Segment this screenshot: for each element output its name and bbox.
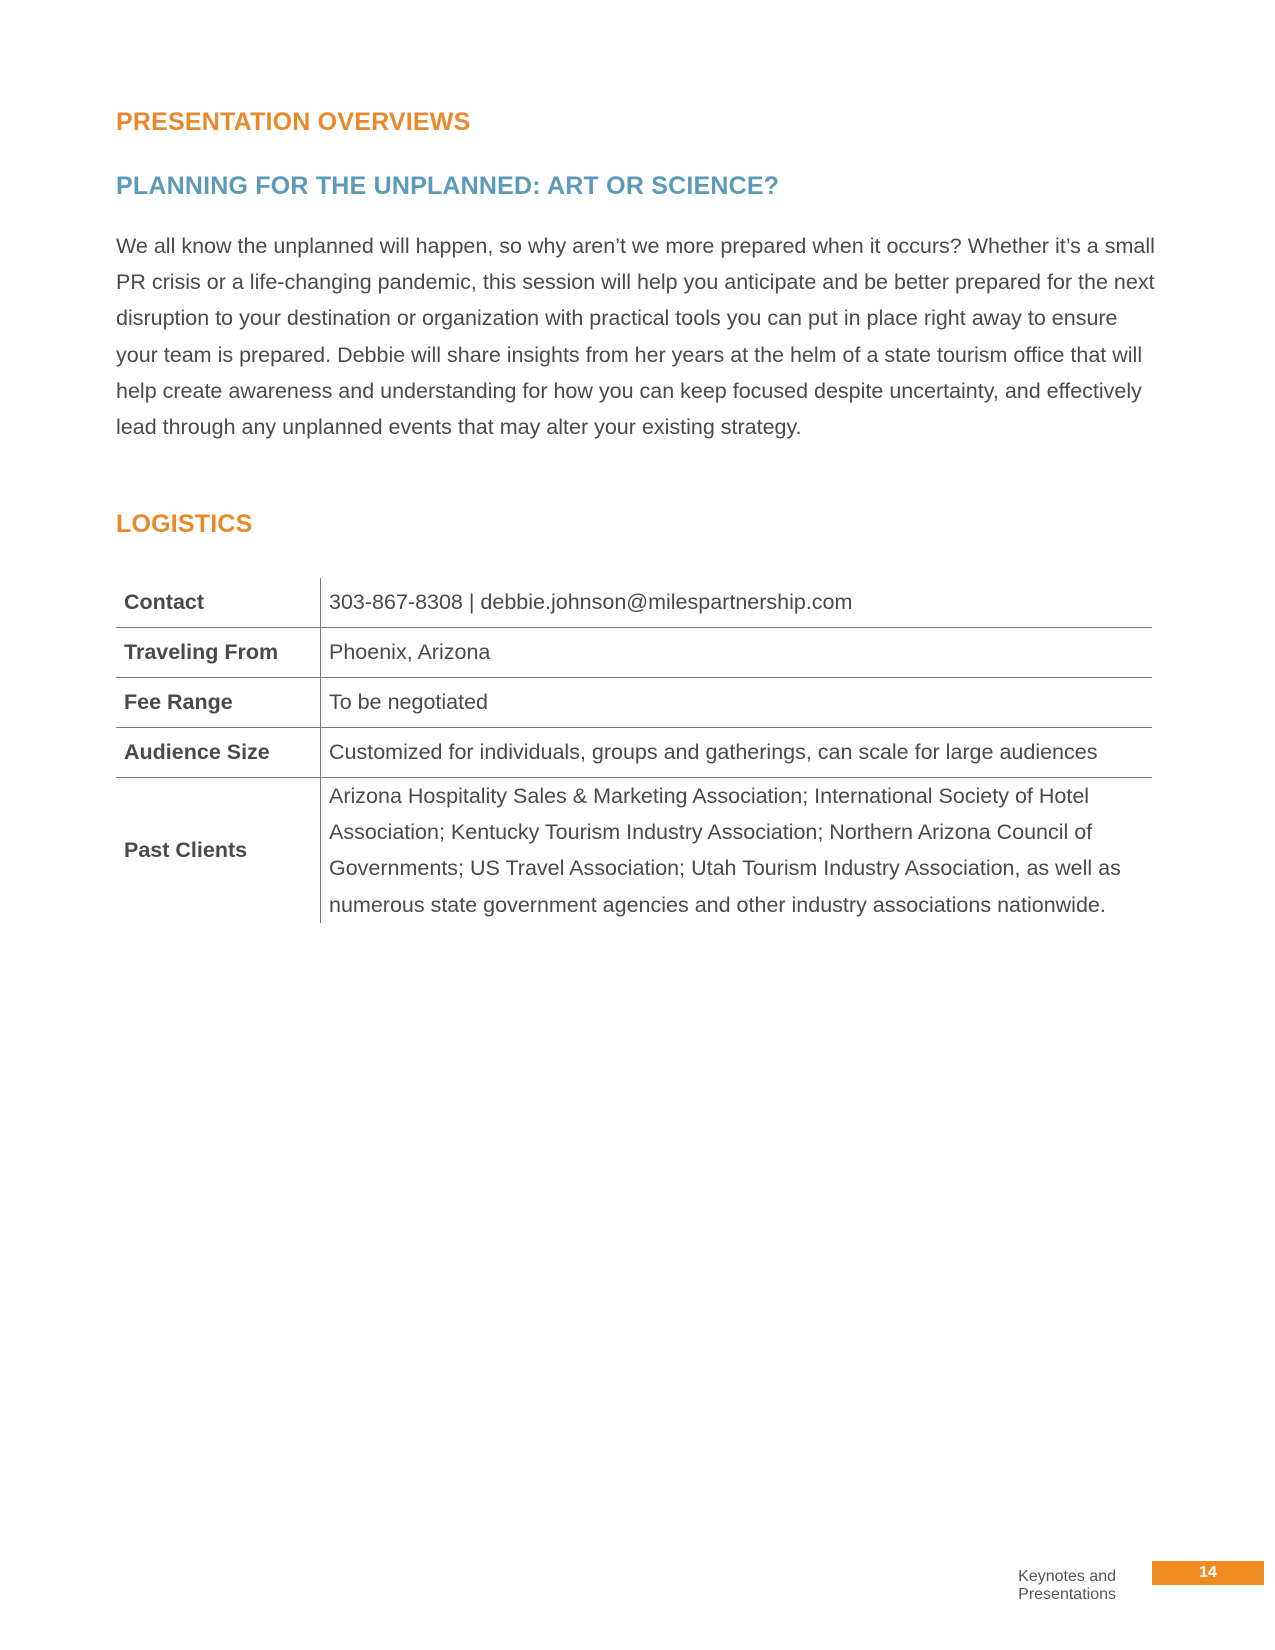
row-value-audience-size: Customized for individuals, groups and gatherings, can scale for large audiences [321, 728, 1153, 778]
row-value-past-clients: Arizona Hospitality Sales & Marketing Association; International Society of Hotel Association; Kentucky Tourism Industry Association; Northern Arizona Council of Governments; US Travel Association; Utah Tourism Industry Association, as well as numerous state government agencies and other industry associations nationwide. [329, 784, 1121, 917]
footer-label: Keynotes and Presentations [1018, 1568, 1116, 1603]
row-label-audience-size: Audience Size [116, 728, 321, 778]
row-label-fee-range: Fee Range [116, 678, 321, 728]
table-row [116, 578, 1152, 628]
table-row [116, 628, 1152, 678]
logistics-title: LOGISTICS [116, 510, 253, 538]
section-title: PRESENTATION OVERVIEWS [116, 108, 471, 136]
logistics-table [116, 578, 1152, 923]
row-label-traveling-from: Traveling From [116, 628, 321, 678]
table-row [116, 778, 1152, 923]
row-label-contact: Contact [116, 578, 321, 628]
table-row [116, 728, 1152, 778]
table-row [116, 678, 1152, 728]
row-label-past-clients: Past Clients [116, 778, 321, 923]
talk-description: We all know the unplanned will happen, so why aren’t we more prepared when it occurs? Whether it’s a small PR crisis or a life-changing pandemic, this session will help you anticipate and be better prepared for the next disruption to your destination or organization with practical tools you can put in place right away to ensure your team is prepared. Debbie will share insights from her years at the helm of a state tourism office that will help create awareness and understanding for how you can keep focused despite uncertainty, and effectively lead through any unplanned events that may alter your existing strategy. [116, 234, 1155, 440]
row-value-contact: 303-867-8308 | debbie.johnson@milespartnership.com [321, 578, 1153, 628]
talk-title: PLANNING FOR THE UNPLANNED: ART OR SCIENCE? [116, 172, 780, 200]
row-value-fee-range: To be negotiated [321, 678, 1153, 728]
row-value-traveling-from: Phoenix, Arizona [321, 628, 1153, 678]
page-number-badge: 14 [1152, 1561, 1264, 1585]
